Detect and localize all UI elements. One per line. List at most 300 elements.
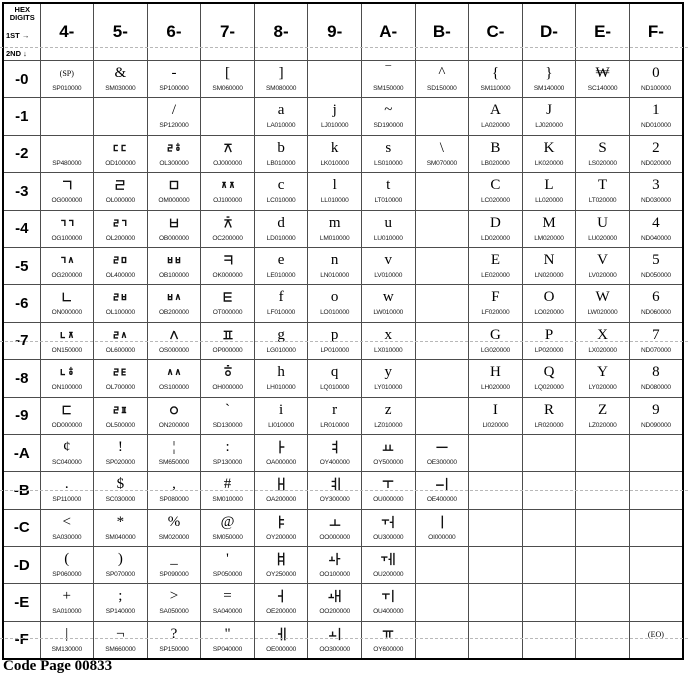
codepoint-cell-5C — [94, 509, 148, 546]
column-header-6-: 6- — [147, 3, 201, 61]
codepoint-cell-C2 — [469, 135, 523, 172]
codepoint-cell-E5 — [576, 247, 630, 284]
legend-hex: HEX — [14, 5, 30, 14]
glyph: G — [489, 326, 501, 343]
glyph: T — [597, 177, 608, 194]
column-header-5-: 5- — [94, 3, 148, 61]
codepoint-cell-D4 — [522, 210, 576, 247]
codepoint-cell-8C — [254, 509, 308, 546]
codepoint-cell-9E — [308, 584, 362, 621]
code-row--4 — [3, 210, 683, 247]
gcgid-code: LM010000 — [319, 234, 350, 242]
glyph — [255, 622, 308, 645]
glyph: 6 — [652, 289, 660, 306]
row-header--3: -3 — [3, 173, 40, 210]
glyph — [148, 136, 201, 159]
code-row--3 — [3, 173, 683, 210]
codepoint-cell-67 — [147, 322, 201, 359]
glyph: Q — [543, 364, 555, 381]
hangul-jamo-glyph — [59, 252, 75, 268]
codepoint-cell-C6 — [469, 285, 523, 322]
gcgid-code: ND070000 — [640, 346, 671, 354]
glyph — [41, 173, 94, 196]
codepoint-cell-B1 — [415, 98, 469, 135]
glyph — [201, 173, 254, 196]
gcgid-code: SM050000 — [212, 533, 243, 541]
code-row--6 — [3, 285, 683, 322]
gcgid-code: OL400000 — [105, 271, 135, 279]
codepoint-cell-42 — [40, 135, 94, 172]
codepoint-cell-9F — [308, 621, 362, 658]
gcgid-code: LV020000 — [588, 271, 617, 279]
gcgid-code: SP100000 — [159, 85, 189, 92]
gcgid-code: ND050000 — [640, 271, 671, 279]
gcgid-code: LB010000 — [266, 159, 296, 167]
glyph — [201, 285, 254, 308]
hangul-jamo-glyph — [112, 140, 128, 156]
glyph — [362, 547, 415, 570]
codepoint-cell-92 — [308, 135, 362, 172]
gcgid-code: LK020000 — [534, 159, 564, 167]
glyph: M — [542, 214, 556, 231]
gcgid-code: SP010000 — [52, 85, 82, 92]
codepoint-cell-72 — [201, 135, 255, 172]
codepoint-cell-F6 — [629, 285, 683, 322]
glyph: ) — [117, 551, 123, 568]
codepoint-cell-F1 — [629, 98, 683, 135]
glyph — [201, 323, 254, 346]
gcgid-code: LT020000 — [588, 197, 617, 205]
hangul-jamo-glyph — [112, 177, 128, 193]
glyph — [416, 435, 469, 458]
glyph: + — [62, 588, 72, 605]
glyph: A — [489, 102, 501, 119]
glyph: t — [386, 177, 391, 194]
gcgid-code: SM040000 — [105, 533, 136, 541]
hangul-jamo-glyph — [166, 140, 182, 156]
glyph: f — [278, 289, 284, 306]
gcgid-code: OJ100000 — [213, 197, 242, 205]
gcgid-code: OY200000 — [266, 533, 297, 541]
gcgid-code: LK010000 — [320, 159, 349, 167]
codepoint-cell-8B — [254, 472, 308, 509]
gcgid-code: LA020000 — [481, 122, 510, 130]
hex-digits-legend — [3, 3, 40, 61]
gcgid-code: LU010000 — [373, 234, 403, 242]
gcgid-code: LC020000 — [480, 197, 510, 205]
codepoint-cell-E7 — [576, 322, 630, 359]
hangul-jamo-glyph — [220, 177, 236, 193]
codepoint-cell-8F — [254, 621, 308, 658]
codepoint-cell-91 — [308, 98, 362, 135]
glyph: H — [489, 364, 501, 381]
codepoint-cell-46 — [40, 285, 94, 322]
codepoint-cell-90 — [308, 61, 362, 98]
glyph: ] — [278, 65, 284, 81]
codepoint-cell-73 — [201, 173, 255, 210]
gcgid-code: OE200000 — [266, 608, 297, 616]
glyph: d — [277, 214, 285, 231]
glyph — [201, 136, 254, 159]
hangul-jamo-glyph — [434, 439, 450, 455]
glyph: _ — [170, 551, 178, 568]
glyph: j — [332, 102, 337, 119]
codepoint-cell-EE — [576, 584, 630, 621]
codepoint-cell-DF — [522, 621, 576, 658]
codepoint-cell-C3 — [469, 173, 523, 210]
glyph: | — [65, 625, 69, 642]
codepoint-cell-55 — [94, 247, 148, 284]
gcgid-code: SM080000 — [265, 85, 297, 92]
hangul-jamo-glyph — [380, 588, 396, 604]
codepoint-cell-D7 — [522, 322, 576, 359]
column-header-4-: 4- — [40, 3, 94, 61]
glyph — [148, 360, 201, 383]
row-header--5: -5 — [3, 247, 40, 284]
gcgid-code: OU000000 — [373, 496, 404, 504]
glyph — [416, 510, 469, 533]
codepoint-cell-47 — [40, 322, 94, 359]
hangul-jamo-glyph — [327, 439, 343, 455]
glyph: i — [279, 401, 284, 418]
codepoint-cell-AB — [361, 472, 415, 509]
codepoint-cell-5D — [94, 547, 148, 584]
gcgid-code: SA040000 — [212, 608, 243, 616]
codepoint-cell-5E — [94, 584, 148, 621]
glyph: \ — [439, 139, 444, 156]
glyph: r — [332, 401, 338, 418]
column-header-C-: C- — [469, 3, 523, 61]
codepoint-cell-59 — [94, 397, 148, 434]
glyph: 5 — [652, 251, 660, 268]
codepoint-cell-79 — [201, 397, 255, 434]
glyph: (SP) — [59, 69, 74, 78]
codepoint-cell-FA — [629, 434, 683, 471]
codepoint-cell-BB — [415, 472, 469, 509]
codepoint-cell-81 — [254, 98, 308, 135]
codepoint-cell-95 — [308, 247, 362, 284]
column-header-D-: D- — [522, 3, 576, 61]
codepoint-cell-93 — [308, 173, 362, 210]
codepoint-cell-C8 — [469, 360, 523, 397]
glyph — [308, 584, 361, 607]
codepoint-cell-C9 — [469, 397, 523, 434]
hangul-jamo-glyph — [380, 514, 396, 530]
codepoint-cell-DA — [522, 434, 576, 471]
codepoint-cell-B7 — [415, 322, 469, 359]
gcgid-code: ND040000 — [640, 234, 671, 242]
codepoint-cell-A4 — [361, 210, 415, 247]
codepoint-cell-A1 — [361, 98, 415, 135]
glyph: b — [277, 139, 285, 156]
hangul-jamo-glyph — [327, 476, 343, 492]
gcgid-code: SP120000 — [159, 122, 189, 130]
codepoint-cell-71 — [201, 98, 255, 135]
codepoint-cell-7A — [201, 434, 255, 471]
gcgid-code: ON000000 — [51, 309, 82, 317]
gcgid-code: LO010000 — [320, 309, 350, 317]
glyph: ; — [118, 588, 123, 605]
codepoint-cell-7C — [201, 509, 255, 546]
gcgid-code: SM110000 — [480, 85, 511, 92]
glyph — [308, 472, 361, 495]
hangul-jamo-glyph — [220, 252, 236, 268]
gcgid-code: LE020000 — [481, 271, 510, 279]
codepoint-cell-EF — [576, 621, 630, 658]
code-row--5 — [3, 247, 683, 284]
gcgid-code: OL300000 — [159, 159, 189, 167]
glyph — [41, 323, 94, 346]
codepoint-cell-D3 — [522, 173, 576, 210]
codepoint-cell-64 — [147, 210, 201, 247]
codepoint-cell-BD — [415, 547, 469, 584]
glyph: { — [491, 65, 500, 81]
gcgid-code: OI000000 — [428, 533, 456, 541]
hangul-jamo-glyph — [380, 626, 396, 642]
codepoint-cell-C1 — [469, 98, 523, 135]
hangul-jamo-glyph — [166, 327, 182, 343]
legend-digits: DIGITS — [9, 13, 35, 22]
gcgid-code: OG100000 — [51, 234, 83, 242]
gcgid-code: OE300000 — [426, 458, 457, 466]
hangul-jamo-glyph — [59, 177, 75, 193]
codepoint-cell-EB — [576, 472, 630, 509]
gcgid-code: LF020000 — [481, 309, 510, 317]
codepoint-cell-62 — [147, 135, 201, 172]
codepoint-cell-CE — [469, 584, 523, 621]
codepoint-cell-7D — [201, 547, 255, 584]
column-header-B-: B- — [415, 3, 469, 61]
codepoint-cell-D2 — [522, 135, 576, 172]
hangul-jamo-glyph — [327, 626, 343, 642]
codepoint-cell-AA — [361, 434, 415, 471]
glyph: p — [330, 326, 339, 343]
gcgid-code: OY300000 — [319, 496, 350, 504]
hangul-jamo-glyph — [59, 327, 75, 343]
glyph — [255, 472, 308, 495]
gcgid-code: SA030000 — [52, 533, 82, 541]
gcgid-code: OB200000 — [158, 309, 189, 317]
gcgid-code: LN020000 — [534, 271, 564, 279]
glyph — [255, 547, 308, 570]
codepoint-cell-F3 — [629, 173, 683, 210]
glyph: g — [277, 326, 285, 343]
codepoint-cell-B9 — [415, 397, 469, 434]
hangul-jamo-glyph — [220, 140, 236, 156]
codepoint-cell-97 — [308, 322, 362, 359]
glyph: " — [224, 625, 231, 642]
glyph — [362, 622, 415, 645]
gcgid-code: SA010000 — [52, 608, 82, 616]
row-header--1: -1 — [3, 98, 40, 135]
glyph: u — [384, 214, 392, 231]
glyph: * — [116, 513, 125, 530]
gcgid-code — [630, 645, 682, 656]
glyph: L — [544, 177, 554, 194]
gcgid-code: OC200000 — [212, 234, 243, 242]
glyph — [201, 248, 254, 271]
gcgid-code: SM140000 — [533, 85, 565, 92]
codepoint-cell-48 — [40, 360, 94, 397]
gcgid-code: OJ000000 — [213, 159, 242, 167]
codepoint-cell-53 — [94, 173, 148, 210]
gcgid-code: SP090000 — [159, 571, 189, 579]
glyph — [362, 510, 415, 533]
codepoint-cell-44 — [40, 210, 94, 247]
gcgid-code: OD100000 — [105, 159, 136, 167]
codepoint-cell-B4 — [415, 210, 469, 247]
glyph: U — [597, 214, 608, 231]
codepoint-cell-B6 — [415, 285, 469, 322]
column-header-A-: A- — [361, 3, 415, 61]
glyph — [41, 136, 94, 159]
gcgid-code: LM020000 — [534, 234, 564, 242]
glyph — [308, 547, 361, 570]
glyph: % — [167, 513, 181, 530]
glyph: ¬ — [116, 625, 125, 642]
glyph: O — [543, 289, 555, 306]
codepoint-cell-89 — [254, 397, 308, 434]
glyph: e — [277, 251, 285, 268]
legend-second-arrow: 2ND ↓ — [6, 49, 27, 58]
gcgid-code: LR020000 — [534, 421, 564, 429]
glyph: 9 — [652, 401, 660, 418]
glyph: ' — [226, 551, 229, 568]
glyph: 2 — [652, 139, 660, 156]
glyph: ¦ — [172, 438, 176, 455]
codepoint-cell-DC — [522, 509, 576, 546]
glyph: ‾ — [385, 65, 391, 81]
glyph — [94, 136, 147, 159]
gcgid-code: OO100000 — [319, 571, 351, 579]
gcgid-code: LS020000 — [588, 159, 617, 167]
row-header--8: -8 — [3, 360, 40, 397]
gcgid-code: LL010000 — [320, 197, 349, 205]
gcgid-code: ON200000 — [158, 421, 190, 429]
code-row--A — [3, 434, 683, 471]
glyph: w — [382, 289, 394, 306]
gcgid-code: ON100000 — [51, 384, 82, 392]
codepoint-cell-4D — [40, 547, 94, 584]
code-row--E — [3, 584, 683, 621]
hangul-jamo-glyph — [434, 514, 450, 530]
glyph: k — [330, 139, 339, 156]
gcgid-code: LD010000 — [266, 234, 296, 242]
glyph — [94, 173, 147, 196]
hangul-jamo-glyph — [273, 439, 289, 455]
codepoint-cell-CF — [469, 621, 523, 658]
codepoint-cell-75 — [201, 247, 255, 284]
glyph — [148, 323, 201, 346]
codepoint-cell-FD — [629, 547, 683, 584]
codepoint-cell-8A — [254, 434, 308, 471]
glyph — [201, 211, 254, 234]
glyph — [255, 510, 308, 533]
glyph: B — [490, 139, 501, 156]
legend-first-arrow: 1ST → — [6, 31, 30, 40]
glyph — [308, 622, 361, 645]
glyph — [148, 173, 201, 196]
glyph — [41, 248, 94, 271]
hangul-jamo-glyph — [380, 551, 396, 567]
gcgid-code: ND020000 — [640, 159, 671, 167]
hangul-jamo-glyph — [273, 514, 289, 530]
glyph: ¢ — [63, 438, 71, 455]
hangul-jamo-glyph — [220, 215, 236, 231]
gcgid-code: ND090000 — [640, 421, 671, 429]
glyph — [94, 323, 147, 346]
gcgid-code: OA200000 — [266, 496, 297, 504]
row-header--4: -4 — [3, 210, 40, 247]
gcgid-code: OL200000 — [105, 234, 135, 242]
gcgid-code: OS100000 — [158, 384, 189, 392]
codepoint-cell-9B — [308, 472, 362, 509]
glyph: ! — [117, 438, 123, 455]
gcgid-code: LA010000 — [266, 122, 296, 130]
gcgid-code: LZ020000 — [588, 421, 617, 429]
gcgid-code: OO200000 — [319, 608, 351, 616]
gcgid-code: OL100000 — [105, 309, 135, 317]
codepoint-cell-82 — [254, 135, 308, 172]
glyph: S — [598, 139, 607, 156]
codepoint-cell-43 — [40, 173, 94, 210]
gcgid-code: LI010000 — [268, 421, 295, 429]
glyph: 4 — [652, 214, 660, 231]
gcgid-code: OB000000 — [158, 234, 189, 242]
gcgid-code: OD000000 — [51, 421, 82, 429]
codepoint-cell-DD — [522, 547, 576, 584]
gcgid-code: OB100000 — [158, 271, 189, 279]
hangul-jamo-glyph — [327, 551, 343, 567]
codepoint-cell-E4 — [576, 210, 630, 247]
codepoint-cell-66 — [147, 285, 201, 322]
gcgid-code: OL700000 — [105, 384, 135, 392]
gcgid-code: SD130000 — [212, 421, 243, 429]
codepoint-cell-50 — [94, 61, 148, 98]
row-header--9: -9 — [3, 397, 40, 434]
codepoint-cell-BC — [415, 509, 469, 546]
glyph: W — [595, 289, 610, 306]
hangul-jamo-glyph — [112, 364, 128, 380]
glyph — [94, 248, 147, 271]
codepoint-cell-B5 — [415, 247, 469, 284]
glyph: 0 — [652, 65, 660, 81]
codepoint-cell-F5 — [629, 247, 683, 284]
codepoint-cell-84 — [254, 210, 308, 247]
gcgid-code: LL020000 — [535, 197, 563, 205]
codepoint-cell-E9 — [576, 397, 630, 434]
glyph — [362, 472, 415, 495]
gcgid-code: OL000000 — [105, 197, 135, 205]
hangul-jamo-glyph — [273, 551, 289, 567]
row-header--0: -0 — [3, 61, 40, 98]
glyph: } — [545, 65, 553, 81]
codepoint-cell-A0 — [361, 61, 415, 98]
codepoint-cell-69 — [147, 397, 201, 434]
glyph: n — [330, 251, 339, 268]
row-header--F: -F — [3, 621, 40, 658]
codepoint-cell-A5 — [361, 247, 415, 284]
codepoint-cell-4F — [40, 621, 94, 658]
code-row--0 — [3, 61, 683, 98]
glyph: Y — [597, 364, 608, 381]
codepoint-cell-F9 — [629, 397, 683, 434]
glyph: R — [543, 401, 554, 418]
glyph: [ — [225, 65, 231, 81]
glyph — [41, 398, 94, 421]
gcgid-code: LH020000 — [480, 384, 510, 392]
codepoint-cell-52 — [94, 135, 148, 172]
